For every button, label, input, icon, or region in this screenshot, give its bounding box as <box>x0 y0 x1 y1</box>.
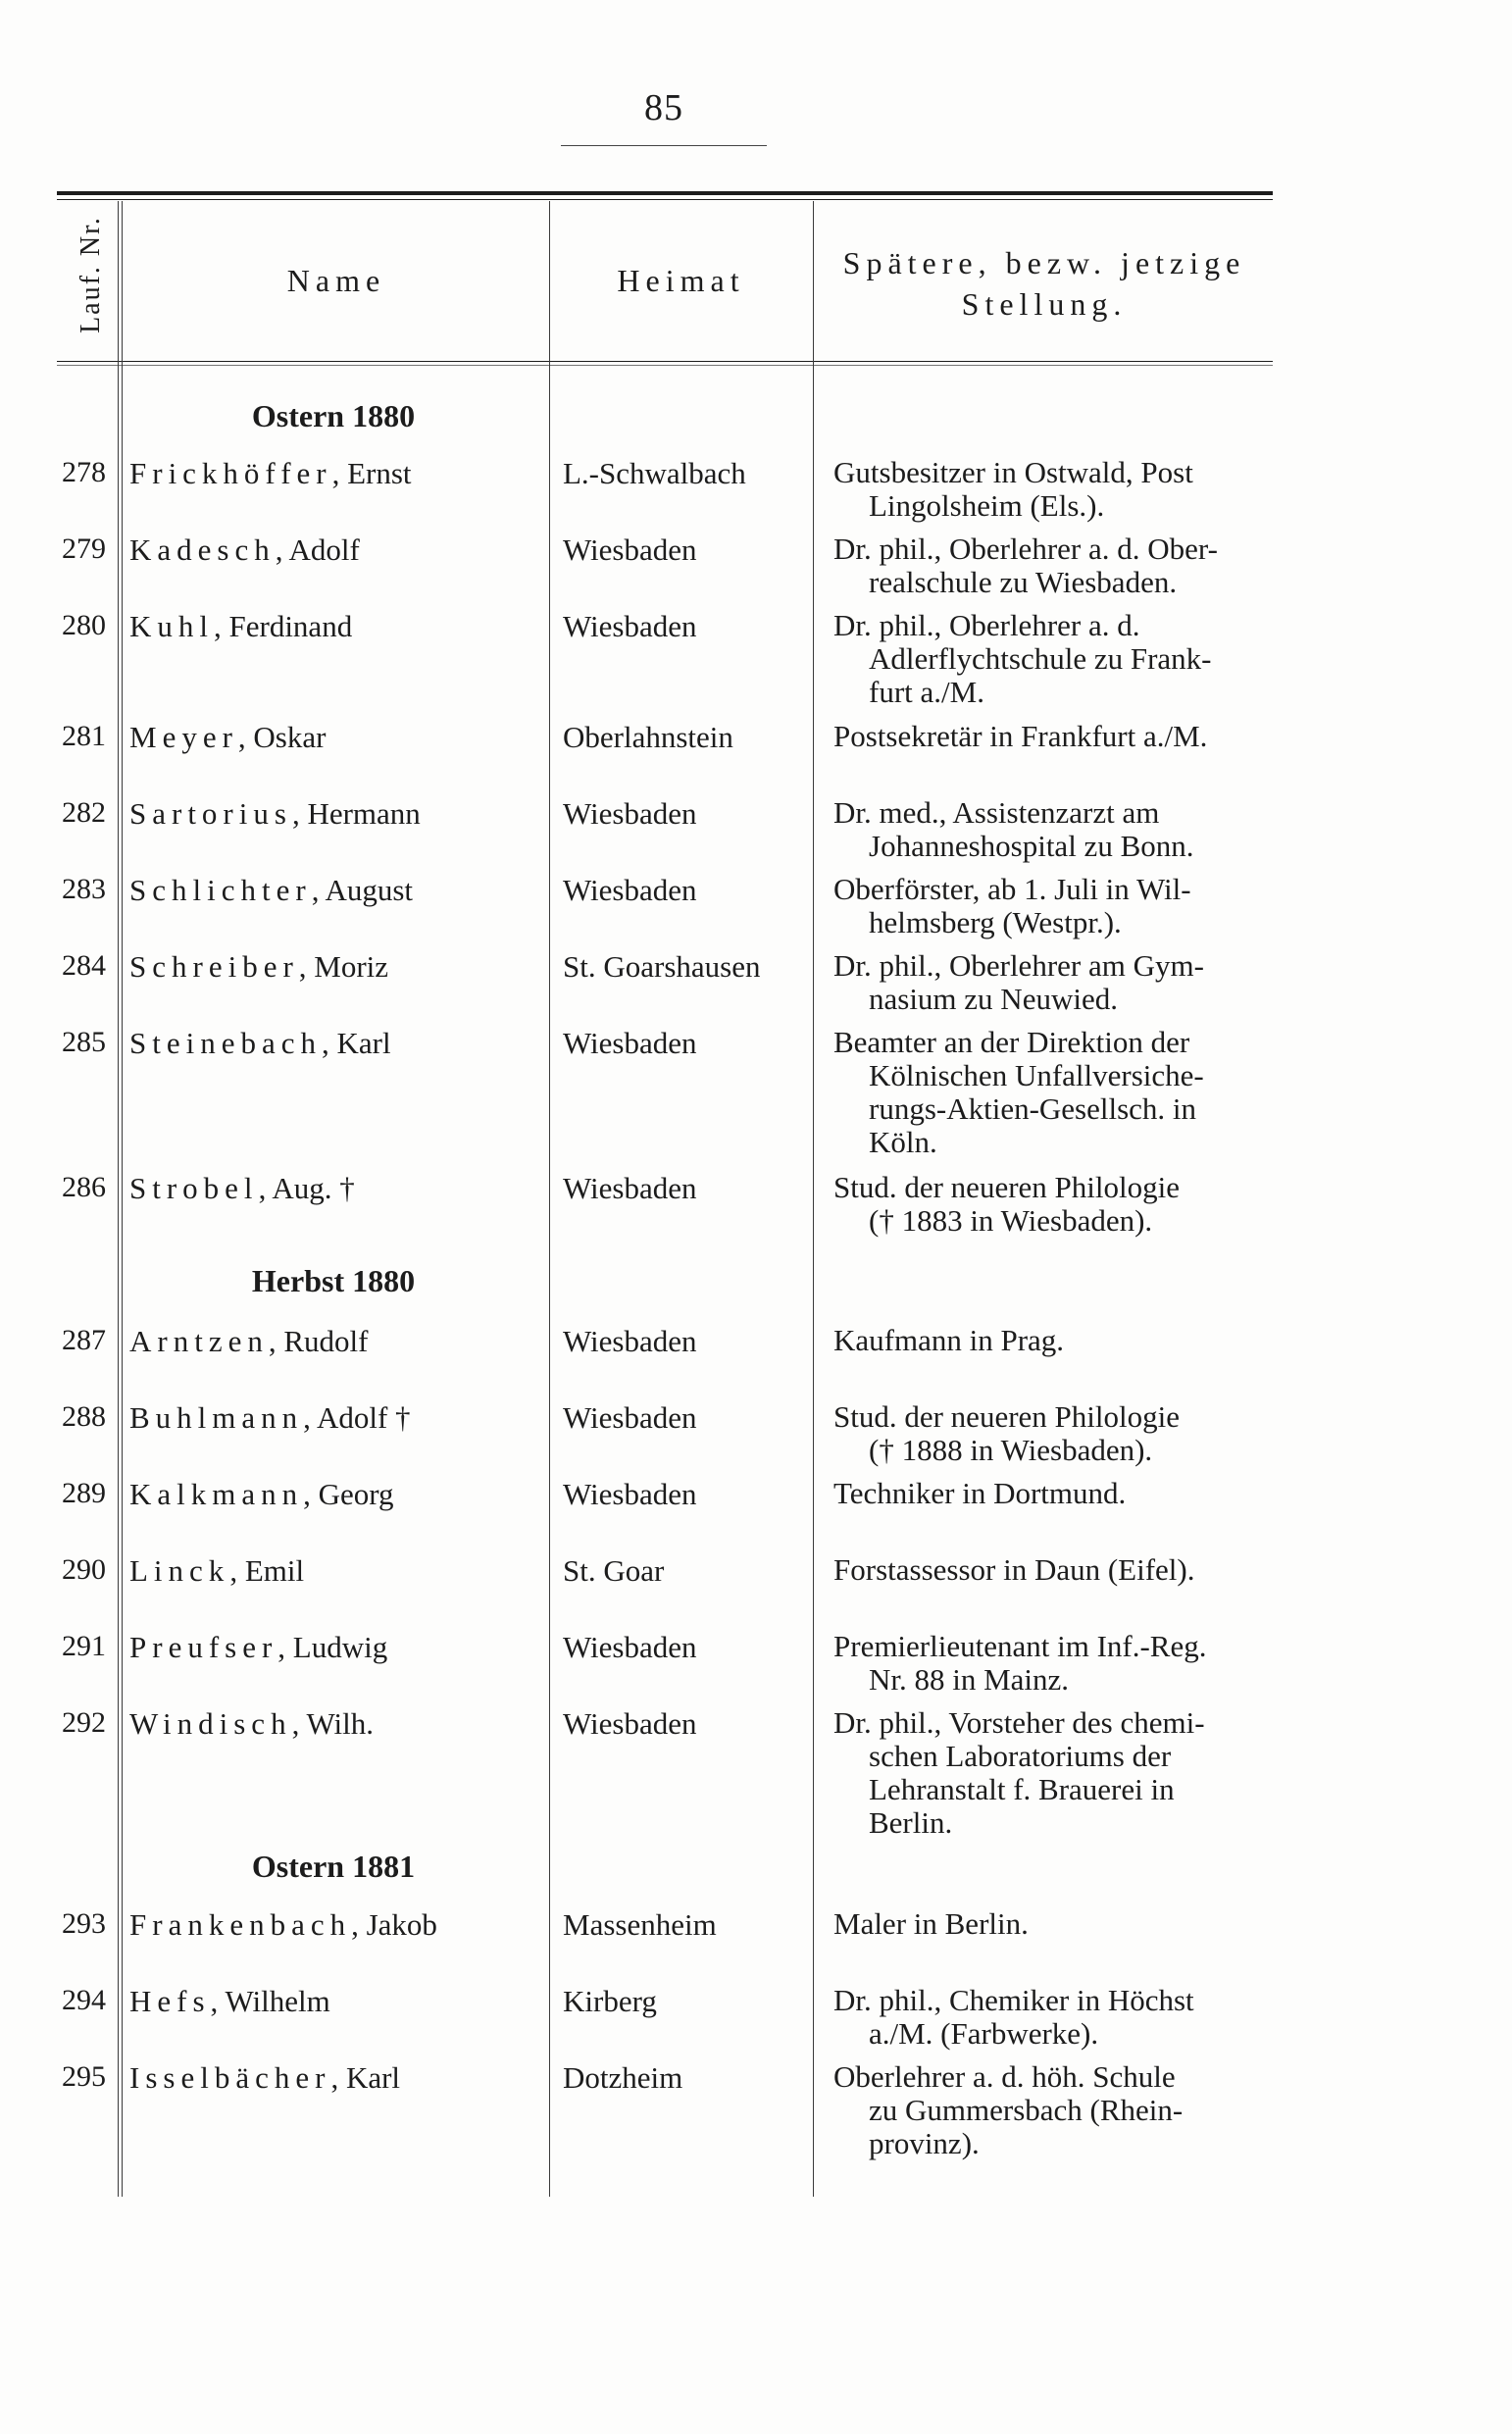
row-number: 295 <box>62 2060 106 2093</box>
surname: Sartorius <box>129 796 292 831</box>
header-lauf-nr: Lauf. Nr. <box>76 216 106 333</box>
person-name <box>129 532 546 568</box>
row-number: 289 <box>62 1477 106 1509</box>
position-line: Köln. <box>869 1125 937 1159</box>
position-line: nasium zu Neuwied. <box>869 982 1118 1016</box>
hometown: Dotzheim <box>563 2060 683 2095</box>
page-number: 85 <box>644 87 683 128</box>
given-name: , Hermann <box>291 796 421 831</box>
position-text <box>833 2060 1275 2160</box>
given-name: , Emil <box>229 1553 305 1588</box>
position-line: a./M. (Farbwerke). <box>869 2016 1099 2051</box>
surname: Schlichter <box>129 873 312 907</box>
row-number: 291 <box>62 1630 106 1662</box>
row-number: 283 <box>62 873 106 905</box>
position-line: Gutsbesitzer in Ostwald, Post <box>833 455 1193 489</box>
given-name: , Ernst <box>331 456 412 490</box>
position-line: Nr. 88 in Mainz. <box>869 1662 1070 1697</box>
position-line: Lehranstalt f. Brauerei in <box>869 1772 1175 1806</box>
surname: Meyer <box>129 720 238 754</box>
position-text <box>833 1706 1275 1840</box>
header-stellung-line2: Stellung. <box>961 286 1128 322</box>
person-name <box>129 2060 546 2096</box>
position-line: schen Laboratoriums der <box>869 1739 1172 1773</box>
person-name <box>129 873 546 908</box>
position-line: Kölnischen Unfallversiche- <box>869 1058 1204 1092</box>
surname: Kalkmann <box>129 1477 304 1511</box>
surname: Buhlmann <box>129 1400 304 1435</box>
hometown: Wiesbaden <box>563 1400 697 1435</box>
position-line: Dr. med., Assistenzarzt am <box>833 795 1160 830</box>
position-line: Premierlieutenant im Inf.-Reg. <box>833 1629 1207 1663</box>
given-name: , August <box>311 873 414 907</box>
position-line: rungs-Aktien-Gesellsch. in <box>869 1091 1197 1126</box>
person-name <box>129 796 546 832</box>
given-name: , Moriz <box>298 949 389 984</box>
row-number: 287 <box>62 1324 106 1356</box>
position-text <box>833 1553 1275 1587</box>
surname: Hefs <box>129 1984 211 2018</box>
position-text <box>833 1907 1275 1941</box>
position-line: Lingolsheim (Els.). <box>869 488 1105 523</box>
position-text <box>833 720 1275 753</box>
position-text <box>833 532 1275 599</box>
surname: Linck <box>129 1553 230 1588</box>
position-line: Dr. phil., Oberlehrer a. d. <box>833 608 1140 642</box>
surname: Steinebach <box>129 1026 323 1060</box>
surname: Isselbächer <box>129 2060 331 2095</box>
row-number: 290 <box>62 1553 106 1586</box>
position-text <box>833 1171 1275 1238</box>
hometown: St. Goarshausen <box>563 949 761 984</box>
position-text <box>833 456 1275 523</box>
row-number: 285 <box>62 1026 106 1058</box>
position-line: Dr. phil., Vorsteher des chemi- <box>833 1705 1205 1740</box>
row-number: 280 <box>62 609 106 641</box>
position-text <box>833 609 1275 709</box>
hometown: Wiesbaden <box>563 1706 697 1741</box>
position-line: Stud. der neueren Philologie <box>833 1399 1180 1434</box>
position-line: Maler in Berlin. <box>833 1906 1029 1941</box>
position-line: Techniker in Dortmund. <box>833 1476 1127 1510</box>
surname: Frankenbach <box>129 1907 352 1942</box>
hometown: L.-Schwalbach <box>563 456 746 490</box>
person-name <box>129 1706 546 1742</box>
surname: Preufser <box>129 1630 278 1664</box>
hometown: Wiesbaden <box>563 873 697 907</box>
surname: Kadesch <box>129 532 276 567</box>
hometown: Wiesbaden <box>563 1026 697 1060</box>
person-name <box>129 1553 546 1589</box>
given-name: , Jakob <box>351 1907 437 1942</box>
position-line: Adlerflychtschule zu Frank- <box>869 641 1212 676</box>
given-name: , Ludwig <box>277 1630 388 1664</box>
position-line: Beamter an der Direktion der <box>833 1025 1190 1059</box>
header-name: Name <box>286 263 386 298</box>
person-name <box>129 1907 546 1943</box>
position-line: realschule zu Wiesbaden. <box>869 565 1178 599</box>
surname: Schreiber <box>129 949 299 984</box>
row-number: 278 <box>62 456 106 488</box>
row-number: 294 <box>62 1984 106 2016</box>
person-name <box>129 1171 546 1206</box>
position-text <box>833 1630 1275 1697</box>
position-text <box>833 796 1275 863</box>
hometown: Wiesbaden <box>563 1171 697 1205</box>
position-text <box>833 1026 1275 1159</box>
row-number: 292 <box>62 1706 106 1739</box>
person-name <box>129 609 546 644</box>
position-line: Dr. phil., Chemiker in Höchst <box>833 1983 1194 2017</box>
row-number: 284 <box>62 949 106 982</box>
hometown: Oberlahnstein <box>563 720 733 754</box>
row-number: 286 <box>62 1171 106 1203</box>
surname: Kuhl <box>129 609 214 643</box>
given-name: , Georg <box>303 1477 394 1511</box>
row-number: 279 <box>62 532 106 565</box>
given-name: , Wilh. <box>291 1706 375 1741</box>
hometown: Wiesbaden <box>563 532 697 567</box>
row-number: 282 <box>62 796 106 829</box>
position-line: Oberförster, ab 1. Juli in Wil- <box>833 872 1191 906</box>
position-line: provinz). <box>869 2126 980 2160</box>
person-name <box>129 1026 546 1061</box>
position-line: Postsekretär in Frankfurt a./M. <box>833 719 1208 753</box>
person-name <box>129 1477 546 1512</box>
given-name: , Karl <box>330 2060 401 2095</box>
section-title: Herbst 1880 <box>251 1263 416 1298</box>
position-line: Forstassessor in Daun (Eifel). <box>833 1552 1195 1587</box>
hometown: Wiesbaden <box>563 609 697 643</box>
person-name <box>129 1324 546 1359</box>
position-line: Dr. phil., Oberlehrer am Gym- <box>833 948 1204 983</box>
row-number: 288 <box>62 1400 106 1433</box>
given-name: , Oskar <box>237 720 327 754</box>
hometown: Wiesbaden <box>563 1630 697 1664</box>
person-name <box>129 1984 546 2019</box>
hometown: St. Goar <box>563 1553 665 1588</box>
person-name <box>129 1400 546 1436</box>
person-name <box>129 456 546 491</box>
position-line: Kaufmann in Prag. <box>833 1323 1065 1357</box>
given-name: , Adolf † <box>303 1400 411 1435</box>
position-line: Oberlehrer a. d. höh. Schule <box>833 2059 1176 2094</box>
given-name: , Rudolf <box>268 1324 369 1358</box>
surname: Windisch <box>129 1706 292 1741</box>
header-stellung-line1: Spätere, bezw. jetzige <box>842 245 1246 280</box>
position-text <box>833 1400 1275 1467</box>
given-name: , Ferdinand <box>214 609 353 643</box>
hometown: Massenheim <box>563 1907 717 1942</box>
given-name: , Wilhelm <box>210 1984 330 2018</box>
position-text <box>833 1477 1275 1510</box>
header-heimat: Heimat <box>617 263 745 298</box>
position-line: († 1888 in Wiesbaden). <box>869 1433 1153 1467</box>
position-text <box>833 873 1275 939</box>
position-line: († 1883 in Wiesbaden). <box>869 1203 1153 1238</box>
hometown: Wiesbaden <box>563 1477 697 1511</box>
person-name <box>129 720 546 755</box>
hometown: Kirberg <box>563 1984 657 2018</box>
section-title: Ostern 1880 <box>251 398 416 433</box>
position-line: Stud. der neueren Philologie <box>833 1170 1180 1204</box>
position-text <box>833 1324 1275 1357</box>
row-number: 293 <box>62 1907 106 1940</box>
position-text <box>833 949 1275 1016</box>
row-number: 281 <box>62 720 106 752</box>
given-name: , Adolf <box>275 532 360 567</box>
section-title: Ostern 1881 <box>251 1849 416 1884</box>
position-line: zu Gummersbach (Rhein- <box>869 2093 1184 2127</box>
given-name: , Aug. † <box>258 1171 355 1205</box>
surname: Arntzen <box>129 1324 269 1358</box>
person-name <box>129 949 546 985</box>
hometown: Wiesbaden <box>563 796 697 831</box>
given-name: , Karl <box>322 1026 391 1060</box>
hometown: Wiesbaden <box>563 1324 697 1358</box>
surname: Strobel <box>129 1171 259 1205</box>
position-line: helmsberg (Westpr.). <box>869 905 1122 939</box>
position-line: Dr. phil., Oberlehrer a. d. Ober- <box>833 532 1218 566</box>
surname: Frickhöffer <box>129 456 332 490</box>
position-line: furt a./M. <box>869 675 984 709</box>
position-text <box>833 1984 1275 2051</box>
position-line: Berlin. <box>869 1805 953 1840</box>
person-name <box>129 1630 546 1665</box>
position-line: Johanneshospital zu Bonn. <box>869 829 1194 863</box>
